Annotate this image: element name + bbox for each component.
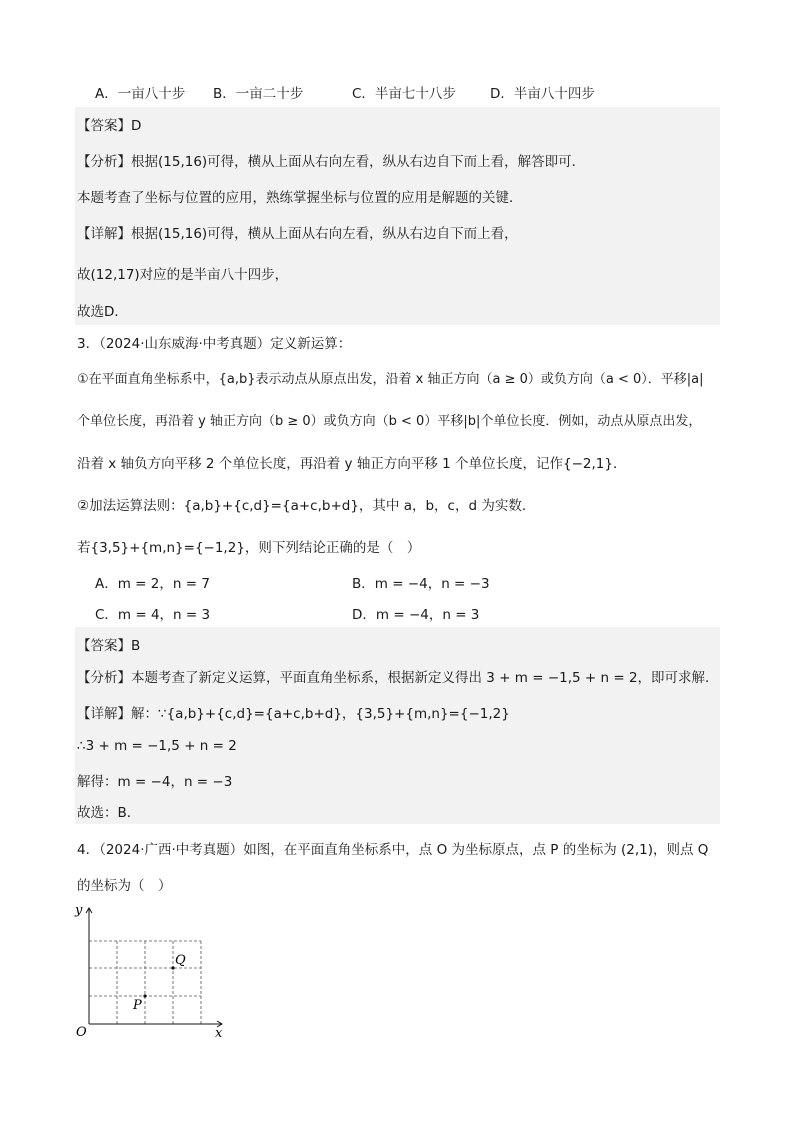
origin-label: O (76, 1025, 87, 1040)
q3-detail-2: ∴3 + m = −1,5 + n = 2 (77, 738, 237, 754)
q2-option-a: A．一亩八十步 (95, 86, 186, 102)
point-q-label: Q (175, 953, 186, 968)
q2-answer: 【答案】D (77, 118, 142, 134)
q3-detail-4: 故选：B． (77, 805, 141, 821)
q2-detail: 【详解】根据(15,16)可得，横从上面从右向左看，纵从右边自下而上看， (77, 226, 518, 242)
q2-detail-2: 故(12,17)对应的是半亩八十四步， (77, 267, 289, 283)
q3-title: 3．（2024·山东威海·中考真题）定义新运算： (77, 336, 352, 352)
q3-line-2: 个单位长度，再沿着 y 轴正方向（b ≥ 0）或负方向（b < 0）平移|b|个单位长度．例如，动点从原点出发， (77, 414, 702, 429)
q4-title: 4．（2024·广西·中考真题）如图，在平面直角坐标系中，点 O 为坐标原点，点 P 的坐标为 (2,1)，则点 Q (77, 842, 709, 858)
q2-analysis: 【分析】根据(15,16)可得，横从上面从右向左看，纵从右边自下而上看，解答即可． (77, 154, 586, 170)
q3-detail-3: 解得：m = −4，n = −3 (77, 774, 233, 790)
point-p-label: P (133, 998, 142, 1013)
q3-answer: 【答案】B (77, 638, 141, 654)
q3-option-a: A．m = 2，n = 7 (95, 576, 210, 592)
q2-solution-box (75, 107, 720, 325)
q2-detail-3: 故选D． (77, 304, 128, 320)
q3-line-3: 沿着 x 轴负方向平移 2 个单位长度，再沿着 y 轴正方向平移 1 个单位长度，记作{−2,1}． (77, 456, 627, 472)
x-axis-label: x (215, 1026, 223, 1040)
q3-line-4: ②加法运算法则：{a,b}+{c,d}={a+c,b+d}，其中 a，b，c，d 为实数． (77, 498, 536, 514)
point-p (143, 994, 146, 997)
q4-coordinate-graph (70, 895, 240, 1040)
q2-option-d: D．半亩八十四步 (490, 86, 595, 102)
q3-analysis: 【分析】本题考查了新定义运算，平面直角坐标系，根据新定义得出 3 + m = −1,5 + n = 2，即可求解． (77, 670, 719, 686)
q3-line-1: ①在平面直角坐标系中，{a,b}表示动点从原点出发，沿着 x 轴正方向（a ≥ 0）或负方向（a < 0）．平移|a| (77, 372, 704, 387)
q2-analysis-note: 本题考查了坐标与位置的应用，熟练掌握坐标与位置的应用是解题的关键． (77, 190, 523, 206)
y-axis-label: y (75, 903, 83, 918)
q3-option-b: B．m = −4，n = −3 (352, 576, 490, 592)
q3-line-5: 若{3,5}+{m,n}={−1,2}，则下列结论正确的是（ ） (77, 540, 421, 556)
q3-option-d: D．m = −4，n = 3 (352, 607, 480, 623)
q2-option-c: C．半亩七十八步 (352, 86, 456, 102)
q4-title-2: 的坐标为（ ） (77, 878, 172, 894)
q2-option-b: B．一亩二十步 (213, 86, 304, 102)
q3-solution-box (75, 627, 720, 824)
q3-detail: 【详解】解：∵{a,b}+{c,d}={a+c,b+d}，{3,5}+{m,n}={−1,2} (77, 706, 510, 722)
q3-option-c: C．m = 4，n = 3 (95, 607, 211, 623)
